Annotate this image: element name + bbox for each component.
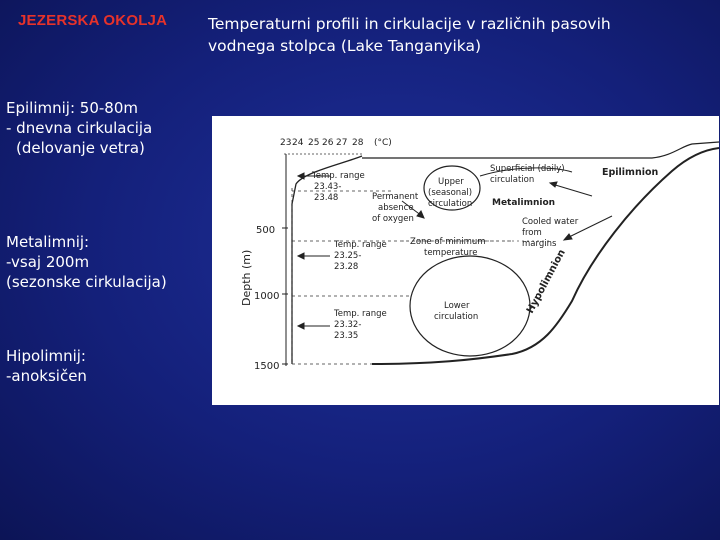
arrowhead-range3 (298, 323, 304, 329)
hypolimnion-notes (6, 346, 87, 386)
range3-line3: 23.35 (334, 331, 359, 341)
range2-line1: Temp. range (334, 240, 387, 250)
temp-tick-28: 28 (352, 138, 364, 148)
metalimnion-label: Metalimnion (492, 198, 556, 208)
depth-tick-500: 500 (256, 225, 276, 236)
epilimnion-notes (6, 98, 152, 158)
slide-heading: JEZERSKA OKOLJA (18, 12, 168, 29)
depth-axis-label: Depth (m) (240, 249, 253, 306)
arrowhead-range2 (298, 253, 304, 259)
range3-line1: Temp. range (334, 309, 387, 319)
permanent-line1: Permanent (372, 192, 419, 202)
range2-line2: 23.25- (334, 251, 362, 261)
temp-unit: (°C) (374, 138, 392, 148)
meta-line-2: -vsaj 200m (6, 253, 90, 271)
superficial-line2: circulation (490, 175, 535, 185)
diagram-svg (212, 116, 719, 405)
zone-line1: Zone of minimum (410, 237, 486, 247)
lower-line1: Lower (444, 301, 470, 311)
arrowhead-range1 (298, 173, 304, 179)
temp-tick-24: 24 (292, 138, 304, 148)
arrowhead-cooled (564, 234, 572, 240)
range1-line3: 23.48 (314, 193, 339, 203)
hypo-line-1: Hipolimnij: (6, 347, 86, 365)
arrow-superficial (552, 184, 592, 196)
temp-tick-23: 23 (280, 138, 292, 148)
temp-tick-25: 25 (308, 138, 320, 148)
title-line-1: Temperaturni profili in cirkulacije v različnih pasovih (208, 15, 611, 33)
meta-line-3: (sezonske cirkulacija) (6, 273, 167, 291)
temperature-axis (280, 138, 392, 148)
lower-circulation-loop (410, 256, 530, 356)
meta-line-1: Metalimnij: (6, 233, 90, 251)
range1-line1: Temp. range (312, 171, 365, 181)
depth-tick-1000: 1000 (254, 291, 280, 302)
epi-line-2: - dnevna cirkulacija (6, 119, 153, 137)
temp-tick-26: 26 (322, 138, 334, 148)
upper-line3: circulation (428, 199, 473, 209)
upper-line1: Upper (438, 177, 464, 187)
superficial-line1: Superficial (daily) (490, 164, 565, 174)
epi-line-3: (delovanje vetra) (16, 139, 145, 157)
diagram-labels (311, 164, 659, 341)
water-surface (362, 142, 719, 158)
lower-line2: circulation (434, 312, 479, 322)
upper-line2: (seasonal) (428, 188, 473, 198)
permanent-line3: of oxygen (372, 214, 414, 224)
arrowhead-permanent (417, 211, 424, 218)
hypo-line-2: -anoksičen (6, 367, 87, 385)
range3-line2: 23.32- (334, 320, 362, 330)
metalimnion-notes (6, 232, 167, 292)
temp-tick-27: 27 (336, 138, 348, 148)
lake-temperature-diagram (212, 116, 719, 405)
hypolimnion-label: Hypolimnion (524, 247, 568, 316)
permanent-line2: absence (378, 203, 414, 213)
range1-line2: 23.43- (314, 182, 342, 192)
arrowhead-superficial (550, 182, 557, 187)
slide-title (208, 13, 708, 57)
cooled-line2: from (522, 228, 542, 238)
cooled-line1: Cooled water (522, 217, 579, 227)
epilimnion-label: Epilimnion (602, 167, 659, 178)
cooled-line3: margins (522, 239, 557, 249)
depth-tick-1500: 1500 (254, 361, 280, 372)
zone-line2: temperature (424, 248, 478, 258)
epi-line-1: Epilimnij: 50-80m (6, 99, 138, 117)
range2-line3: 23.28 (334, 262, 359, 272)
title-line-2: vodnega stolpca (Lake Tanganyika) (208, 37, 482, 55)
